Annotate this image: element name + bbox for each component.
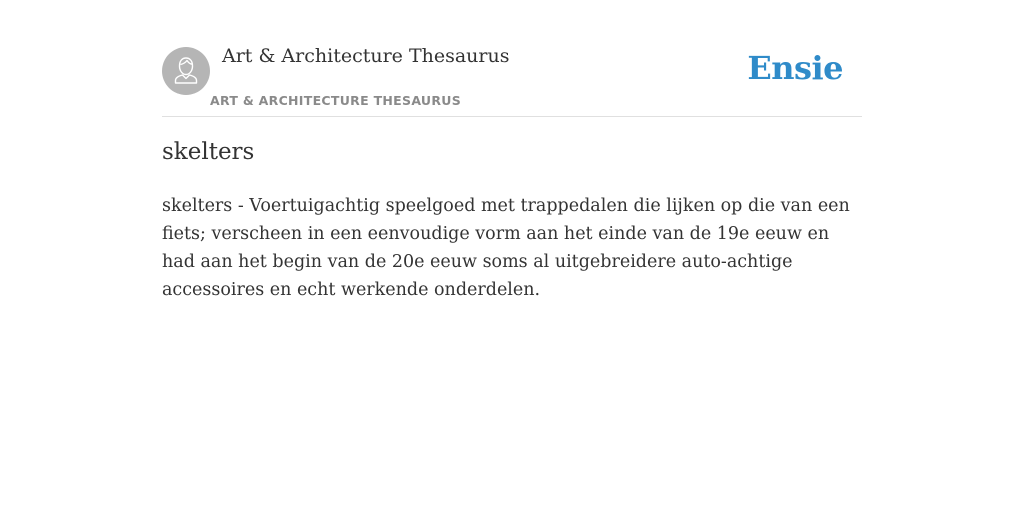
author-avatar[interactable] [162,47,210,95]
definition-text: skelters - Voertuigachtig speelgoed met trappedalen die lijken op die van een fiets; verscheen in een eenvoudige vorm aan het einde van de 19e eeuw en had aan het begin van de 20e eeuw soms al uitgebreidere auto-achtige accessoires en echt werkende onderdelen. [162,196,850,300]
header [162,0,862,117]
author-name-link[interactable]: Art & Architecture Thesaurus [222,45,510,67]
source-label: ART & ARCHITECTURE THESAURUS [210,93,462,108]
user-silhouette-icon [162,47,210,95]
term-title: skelters [162,139,255,165]
ensie-logo[interactable]: Ensie [747,49,843,87]
